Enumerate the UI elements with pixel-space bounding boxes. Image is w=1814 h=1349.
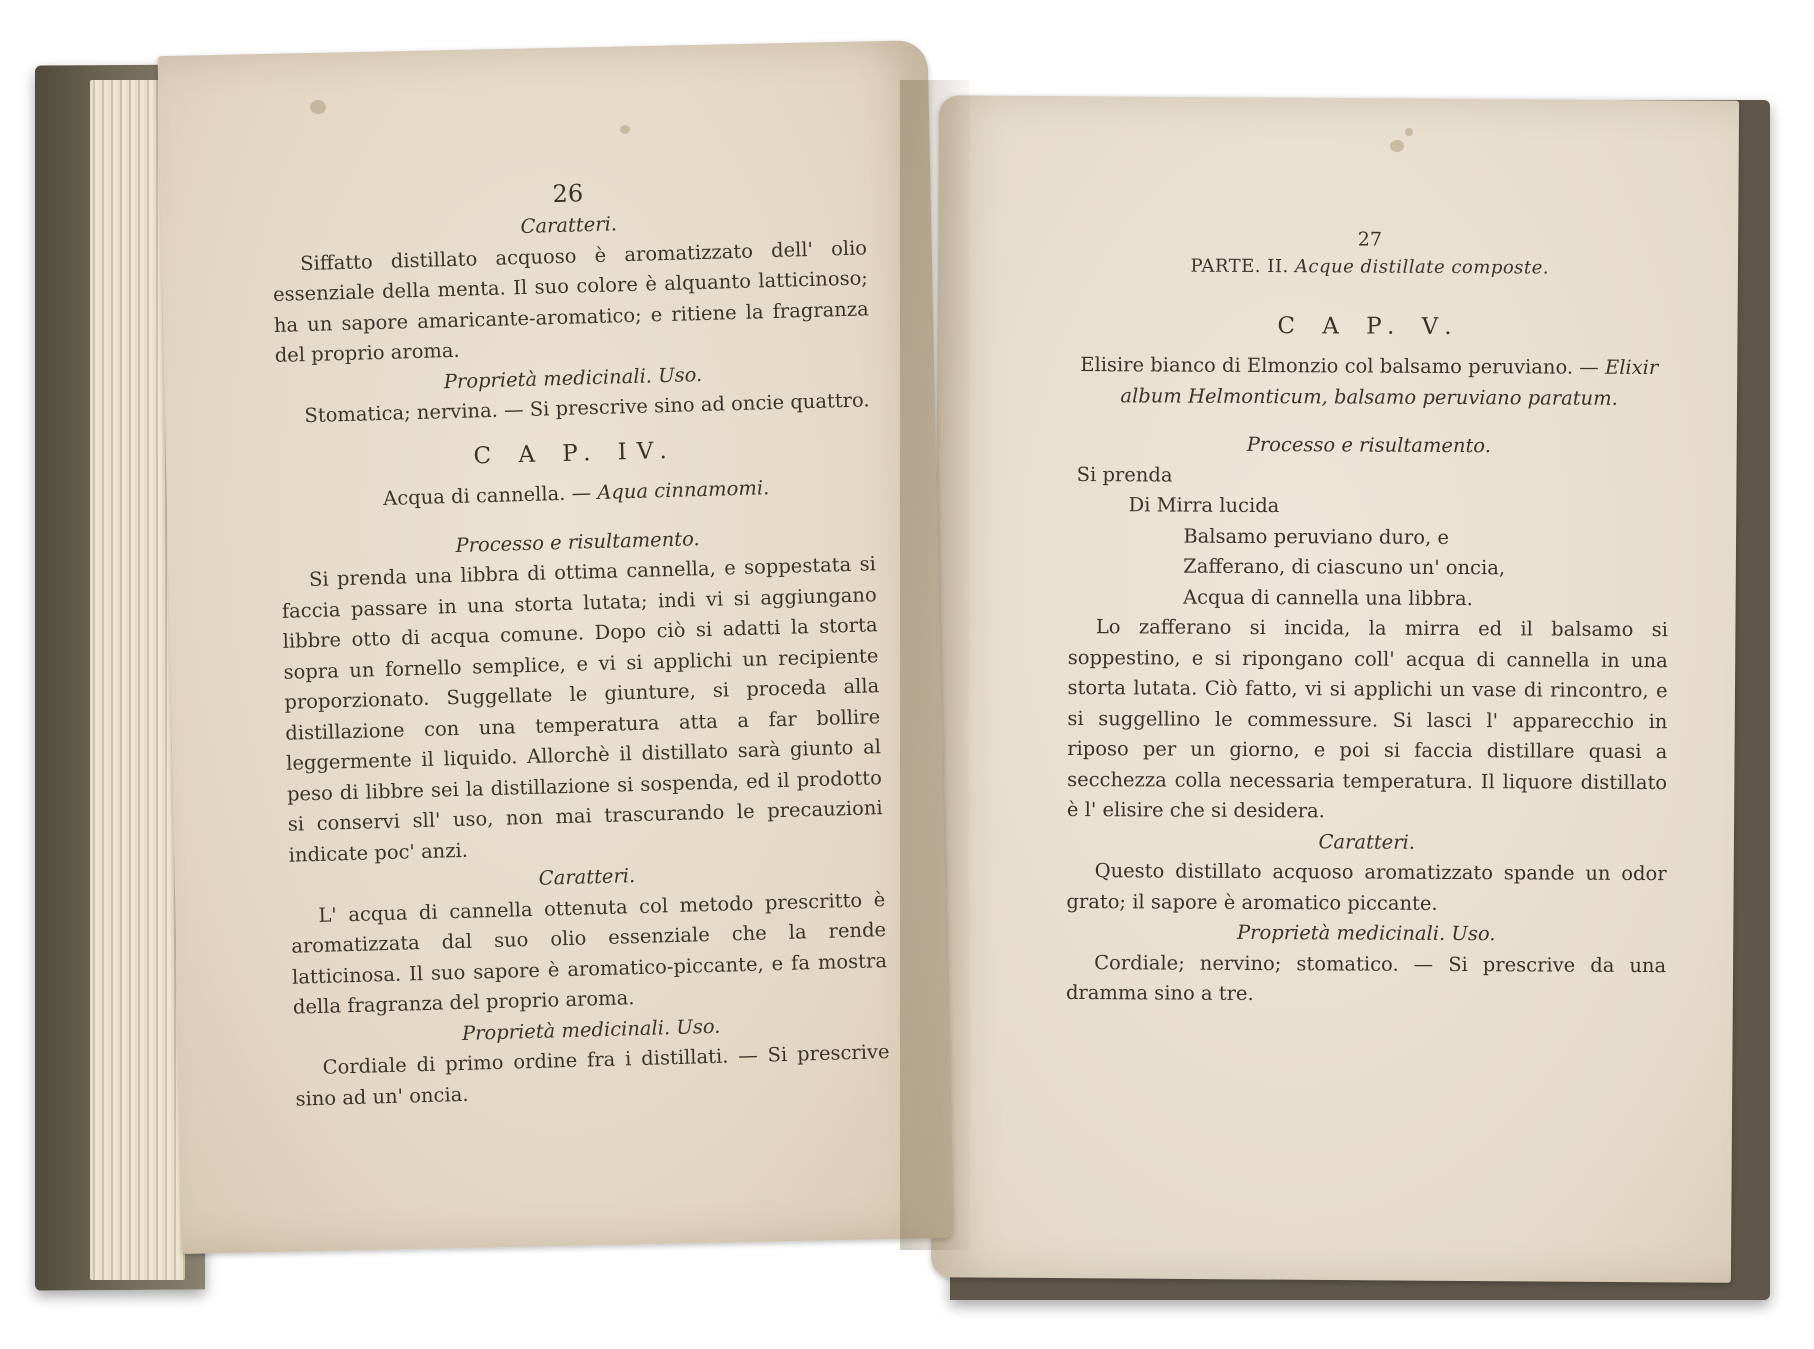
- recipe-line: Zafferano, di ciascuno un' oncia,: [1183, 554, 1506, 580]
- section-heading: Processo e risultamento.: [1246, 432, 1492, 458]
- running-head: [1070, 251, 1670, 285]
- section-heading: Caratteri.: [538, 864, 636, 890]
- foxing-spot: [310, 100, 326, 114]
- book-gutter: [900, 80, 970, 1250]
- recipe-line: Balsamo peruviano duro, e: [1183, 524, 1450, 549]
- paragraph: Lo zafferano si incida, la mirra ed il balsamo si soppestino, e si ripongano coll' acqua di cannella in una storta lutata. Ciò fatto, vi si applichi un vase di rincontro, e si suggellino le commessure. Si lasci l' apparecchio in riposo per un giorno, e poi si faccia distillare quasi a secchezza colla necessaria temperatura. Il liquore distillato è l' elisire che si desidera.: [1066, 615, 1668, 823]
- chapter-heading: C A P. IV.: [473, 437, 678, 469]
- section-heading: Proprietà medicinali. Uso.: [461, 1014, 721, 1045]
- page-number: 27: [1357, 228, 1383, 251]
- title-roman: Acqua di cannella. —: [382, 480, 598, 510]
- paragraph: L' acqua di cannella ottenuta col metodo prescritto è aromatizzata dal suo olio essenziale che la rende latticinosa. Il suo sapore è aromatico-piccante, e fa mostra della fragranza del proprio aroma.: [290, 887, 888, 1019]
- foxing-spot: [1405, 128, 1413, 136]
- page-number: 26: [552, 179, 584, 209]
- paragraph: Cordiale di primo ordine fra i distillati. — Si prescrive sino ad un' oncia.: [295, 1040, 890, 1111]
- left-page-text: [270, 168, 891, 1114]
- paragraph: Stomatica; nervina. — Si prescrive sino ad oncie quattro.: [304, 388, 870, 428]
- section-heading: Proprietà medicinali. Uso.: [443, 362, 703, 393]
- foxing-spot: [1390, 140, 1404, 152]
- paragraph: Questo distillato acquoso aromatizzato spande un odor grato; il sapore è aromatico piccante.: [1066, 859, 1667, 915]
- recipe-line: Si prenda: [1076, 462, 1173, 487]
- section-heading: Caratteri.: [520, 212, 618, 239]
- right-page-text: [1066, 225, 1670, 1012]
- paragraph: Si prenda una libbra di ottima cannella, e soppestata si faccia passare in una storta lutata; indi vi si aggiungano libbre otto di acqua comune. Dopo ciò si adatti la storta sopra un fornello semplice, e vi si applichi un recipiente proporzionato. Suggellate le giunture, si proceda alla distillazione con una temperatura atta a far bollire leggermente il liquido. Allorchè il distillato sarà giunto al peso di libbre sei la distillazione si sospenda, ed il prodotto si conservi sll' uso, non mai trascurando le precauzioni indicate poc' anzi.: [281, 552, 883, 867]
- title-roman: Elisire bianco di Elmonzio col balsamo peruviano. —: [1080, 353, 1606, 379]
- running-head-italic: Acque distillate composte.: [1294, 256, 1550, 279]
- title-latin: Aqua cinnamomi.: [596, 476, 770, 504]
- chapter-title: [278, 470, 874, 517]
- chapter-heading: C A P. V.: [1277, 312, 1462, 340]
- section-heading: Processo e risultamento.: [455, 526, 700, 557]
- running-head-roman: PARTE. II.: [1190, 255, 1295, 278]
- chapter-title: [1069, 350, 1669, 414]
- paragraph: Cordiale; nervino; stomatico. — Si prescrive da una dramma sino a tre.: [1065, 950, 1667, 1005]
- paragraph: Siffatto distillato acquoso è aromatizzato dell' olio essenziale della menta. Il suo colore è alquanto latticinoso; ha un sapore amaricante-aromatico; e ritiene la fragranza del proprio aroma.: [272, 235, 869, 367]
- section-heading: Caratteri.: [1318, 829, 1416, 854]
- section-heading: Proprietà medicinali. Uso.: [1237, 920, 1496, 946]
- recipe-line: Di Mirra lucida: [1128, 493, 1280, 518]
- recipe-line: Acqua di cannella una libbra.: [1182, 585, 1473, 610]
- foxing-spot: [620, 125, 630, 134]
- title-latin: Elixir album Helmonticum, balsamo peruviano paratum.: [1120, 355, 1659, 410]
